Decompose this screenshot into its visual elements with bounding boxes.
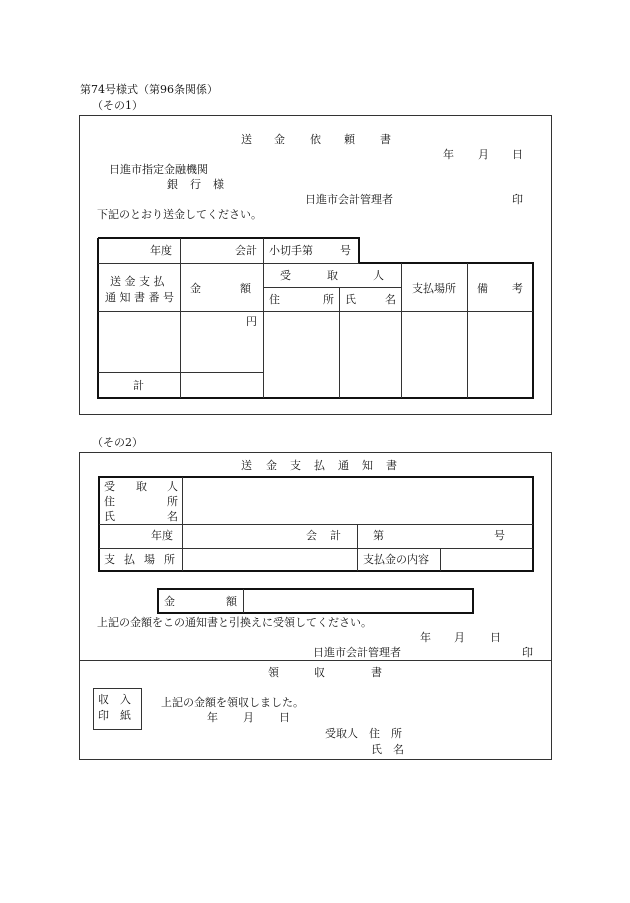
receiver-name: 氏 名 <box>371 743 404 756</box>
receipt-divider <box>79 660 552 661</box>
t2-recipient-3: 人 <box>167 480 178 493</box>
t1-notice-no-1: 送 金 支 払 <box>110 275 165 288</box>
part2-date-month: 月 <box>454 631 465 644</box>
part2-label: （その2） <box>92 436 143 449</box>
t1-go: 号 <box>340 244 351 257</box>
t1-remarks-1: 備 <box>477 282 488 295</box>
form-number: 第74号様式（第96条関係） <box>80 83 218 96</box>
t1-name-2: 名 <box>385 293 396 306</box>
t2-nendo: 年度 <box>151 529 173 542</box>
receipt-title-1: 領 <box>268 666 279 679</box>
receiver-address: 受取人 住 所 <box>325 727 402 740</box>
receipt-date-year: 年 <box>207 711 218 724</box>
receipt-date-month: 月 <box>243 711 254 724</box>
t1-remarks-2: 考 <box>512 282 523 295</box>
bank-name: 日進市指定金融機関 <box>109 163 208 176</box>
bank-suffix-2: 行 <box>190 178 201 191</box>
t2-recipient-1: 受 <box>104 480 115 493</box>
part2-title-5: 通 <box>338 459 349 472</box>
t1-recipient-3: 人 <box>373 269 384 282</box>
part2-title-1: 送 <box>241 459 252 472</box>
part1-date-month: 月 <box>478 148 489 161</box>
revenue-stamp-line2: 印 紙 <box>98 709 131 722</box>
t2-amount-2: 額 <box>226 595 237 608</box>
t2-pay-place-1: 支 <box>104 553 115 566</box>
part2-title-7: 書 <box>386 459 397 472</box>
receipt-date-day: 日 <box>279 711 290 724</box>
t1-check-no: 小切手第 <box>269 244 313 257</box>
part1-seal: 印 <box>512 193 523 206</box>
part1-label: （その1） <box>92 99 143 112</box>
t2-dai: 第 <box>373 529 384 542</box>
t2-name-2: 名 <box>167 510 178 523</box>
part2-manager: 日進市会計管理者 <box>313 646 401 659</box>
t1-address-1: 住 <box>269 293 280 306</box>
t1-name-1: 氏 <box>345 293 356 306</box>
receipt-text: 上記の金額を領収しました。 <box>161 696 304 709</box>
part1-title-2: 金 <box>274 133 285 146</box>
part2-title-3: 支 <box>290 459 301 472</box>
t1-notice-no-2: 通 知 書 番 号 <box>105 291 174 304</box>
t1-amount-2: 額 <box>240 282 251 295</box>
t2-address-2: 所 <box>167 495 178 508</box>
t2-go: 号 <box>494 529 505 542</box>
t2-pay-place-4: 所 <box>164 553 175 566</box>
t2-amount-1: 金 <box>164 595 175 608</box>
part1-instruction: 下記のとおり送金してください。 <box>97 208 262 221</box>
t2-pay-place-2: 払 <box>124 553 135 566</box>
bank-suffix-3: 様 <box>213 178 224 191</box>
t1-nendo: 年度 <box>150 244 172 257</box>
t1-pay-place: 支払場所 <box>412 282 456 295</box>
t2-address-1: 住 <box>104 495 115 508</box>
part1-date-year: 年 <box>443 148 454 161</box>
t1-address-2: 所 <box>323 293 334 306</box>
t2-kaikei-1: 会 <box>306 529 317 542</box>
part2-date-year: 年 <box>420 631 431 644</box>
part2-instruction: 上記の金額をこの通知書と引換えに受領してください。 <box>97 616 372 629</box>
t1-amount-1: 金 <box>190 282 201 295</box>
revenue-stamp-line1: 収 入 <box>98 693 131 706</box>
t1-kaikei: 会計 <box>235 244 257 257</box>
t1-total: 計 <box>133 379 144 392</box>
part2-seal: 印 <box>522 646 533 659</box>
part2-date-day: 日 <box>490 631 501 644</box>
t2-name-1: 氏 <box>104 510 115 523</box>
t2-amount-box <box>157 588 474 614</box>
part1-title-3: 依 <box>310 133 321 146</box>
t2-content: 支払金の内容 <box>363 553 429 566</box>
receipt-title-3: 書 <box>371 666 382 679</box>
receipt-title-2: 収 <box>314 666 325 679</box>
part1-date-day: 日 <box>512 148 523 161</box>
bank-suffix-1: 銀 <box>167 178 178 191</box>
part1-title-5: 書 <box>380 133 391 146</box>
t2-recipient-2: 取 <box>136 480 147 493</box>
part1-manager: 日進市会計管理者 <box>305 193 393 206</box>
t1-recipient-2: 取 <box>327 269 338 282</box>
part1-title-1: 送 <box>241 133 252 146</box>
t1-yen: 円 <box>246 315 257 328</box>
part1-title-4: 頼 <box>344 133 355 146</box>
t2-pay-place-3: 場 <box>144 553 155 566</box>
t1-recipient-1: 受 <box>280 269 291 282</box>
part2-title-6: 知 <box>362 459 373 472</box>
t2-kaikei-2: 計 <box>330 529 341 542</box>
part2-title-2: 金 <box>266 459 277 472</box>
part2-title-4: 払 <box>314 459 325 472</box>
